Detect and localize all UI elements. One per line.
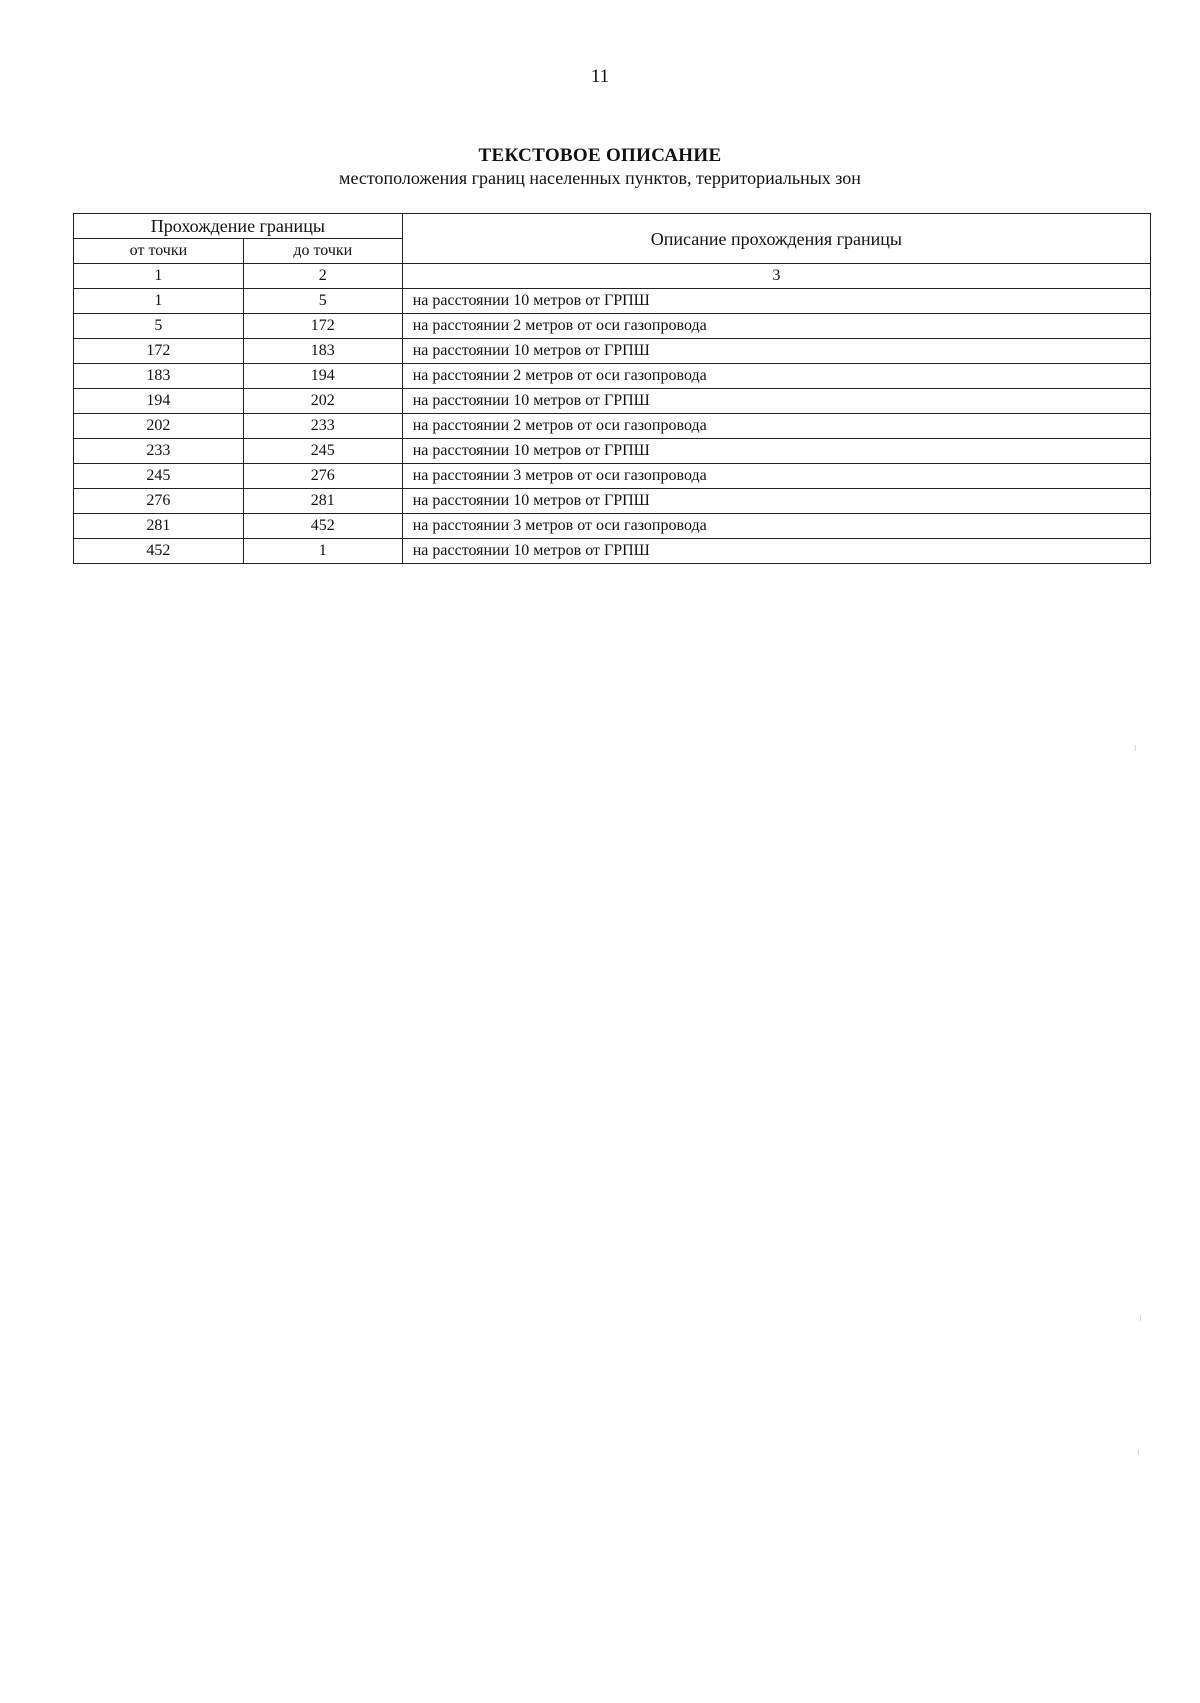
- description-cell: на расстоянии 10 метров от ГРПШ: [402, 539, 1150, 564]
- from-point-cell: 202: [74, 414, 244, 439]
- to-point-cell: 452: [243, 514, 402, 539]
- description-cell: на расстоянии 3 метров от оси газопровода: [402, 514, 1150, 539]
- table-row: [74, 489, 1151, 514]
- table-row: [74, 289, 1151, 314]
- description-cell: на расстоянии 10 метров от ГРПШ: [402, 389, 1150, 414]
- to-point-cell: 5: [243, 289, 402, 314]
- to-point-cell: 1: [243, 539, 402, 564]
- table-row: [74, 364, 1151, 389]
- scan-artifact: [1140, 1315, 1141, 1321]
- document-title: ТЕКСТОВОЕ ОПИСАНИЕ: [478, 145, 722, 166]
- column-number: 2: [243, 264, 402, 289]
- from-point-cell: 452: [74, 539, 244, 564]
- column-number: 1: [74, 264, 244, 289]
- description-cell: на расстоянии 10 метров от ГРПШ: [402, 339, 1150, 364]
- table-row: [74, 314, 1151, 339]
- table-row: [74, 414, 1151, 439]
- to-point-cell: 233: [243, 414, 402, 439]
- header-boundary-passage: Прохождение границы: [74, 214, 403, 239]
- from-point-cell: 276: [74, 489, 244, 514]
- to-point-cell: 183: [243, 339, 402, 364]
- from-point-cell: 233: [74, 439, 244, 464]
- table-row: [74, 439, 1151, 464]
- description-cell: на расстоянии 10 метров от ГРПШ: [402, 489, 1150, 514]
- scan-artifact: [1135, 745, 1136, 751]
- from-point-cell: 5: [74, 314, 244, 339]
- boundary-description-table: [73, 213, 1151, 564]
- from-point-cell: 1: [74, 289, 244, 314]
- column-number: 3: [402, 264, 1150, 289]
- header-from-point: от точки: [74, 239, 244, 264]
- from-point-cell: 172: [74, 339, 244, 364]
- scan-artifact: [1138, 1450, 1139, 1455]
- header-row-group: [74, 214, 1151, 239]
- from-point-cell: 245: [74, 464, 244, 489]
- to-point-cell: 202: [243, 389, 402, 414]
- page-number: 11: [590, 66, 610, 87]
- description-cell: на расстоянии 2 метров от оси газопровода: [402, 314, 1150, 339]
- table-row: [74, 514, 1151, 539]
- to-point-cell: 172: [243, 314, 402, 339]
- from-point-cell: 183: [74, 364, 244, 389]
- to-point-cell: 245: [243, 439, 402, 464]
- description-cell: на расстоянии 2 метров от оси газопровода: [402, 414, 1150, 439]
- description-cell: на расстоянии 10 метров от ГРПШ: [402, 439, 1150, 464]
- table-row: [74, 464, 1151, 489]
- description-cell: на расстоянии 3 метров от оси газопровода: [402, 464, 1150, 489]
- to-point-cell: 194: [243, 364, 402, 389]
- from-point-cell: 194: [74, 389, 244, 414]
- header-to-point: до точки: [243, 239, 402, 264]
- column-number-row: [74, 264, 1151, 289]
- description-cell: на расстоянии 10 метров от ГРПШ: [402, 289, 1150, 314]
- to-point-cell: 276: [243, 464, 402, 489]
- header-description: Описание прохождения границы: [402, 214, 1150, 264]
- from-point-cell: 281: [74, 514, 244, 539]
- table-row: [74, 389, 1151, 414]
- description-cell: на расстоянии 2 метров от оси газопровода: [402, 364, 1150, 389]
- to-point-cell: 281: [243, 489, 402, 514]
- table-row: [74, 339, 1151, 364]
- table-row: [74, 539, 1151, 564]
- document-subtitle: местоположения границ населенных пунктов, территориальных зон: [339, 168, 861, 188]
